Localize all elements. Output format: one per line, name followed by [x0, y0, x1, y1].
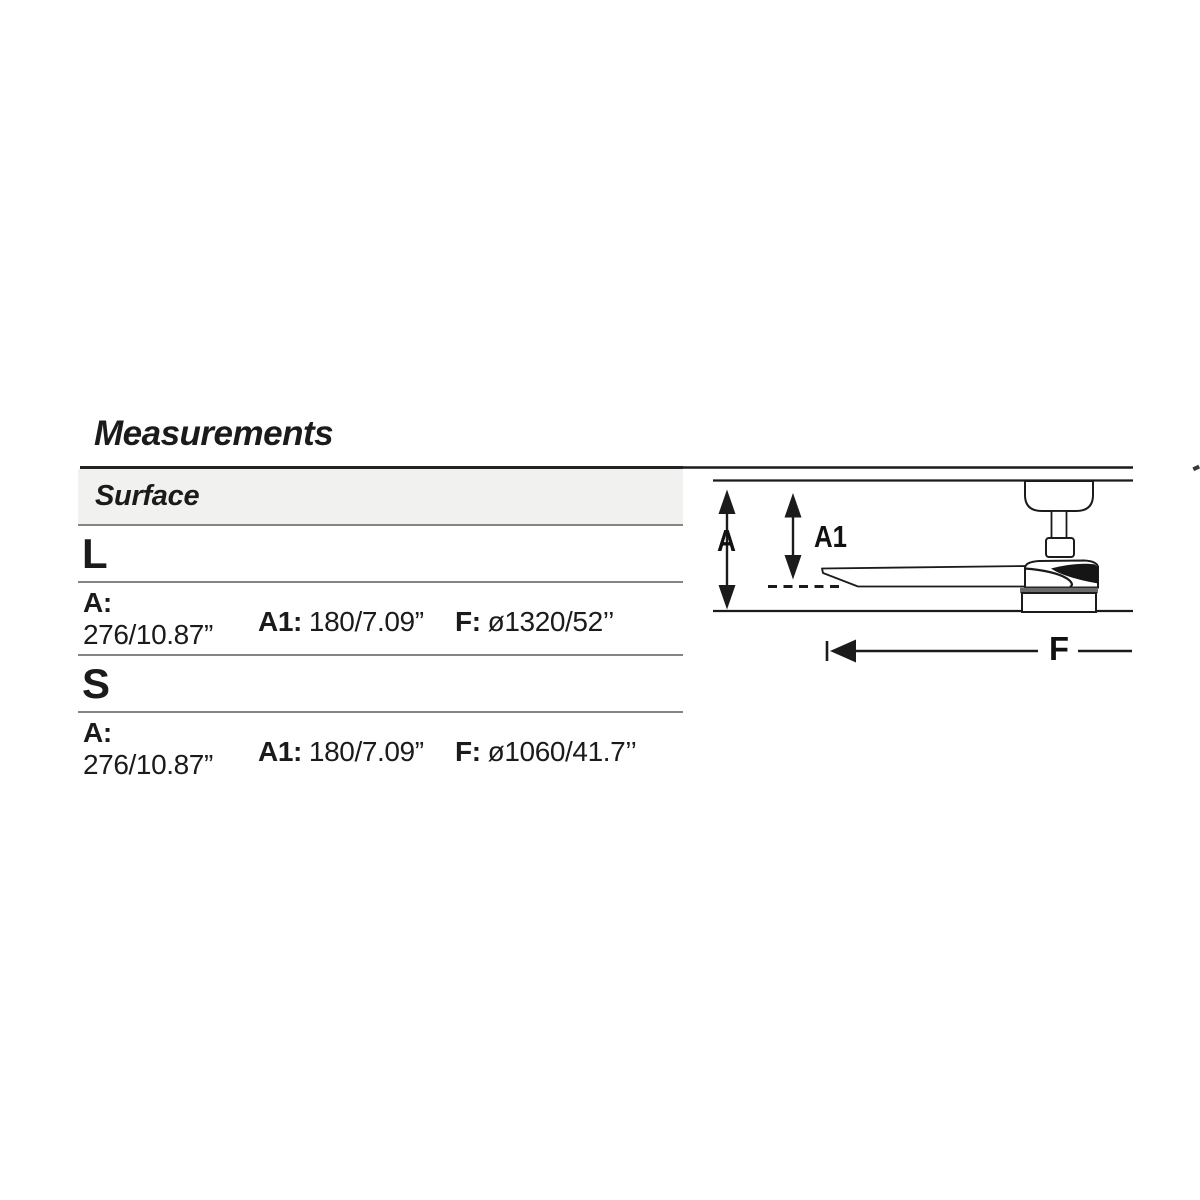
dimension-arrow-f	[827, 640, 1132, 663]
dimension-f-diagram-label: F	[1049, 630, 1069, 667]
arrow-a1-up-head-icon	[785, 493, 802, 518]
page-title: Measurements	[94, 414, 334, 453]
dimension-a-label: A:	[83, 586, 112, 618]
dimension-f-label: F:	[455, 605, 481, 637]
arrow-a-down-head-icon	[719, 585, 736, 610]
dimension-a1-label: A1:	[258, 735, 302, 767]
dimension-f-label: F:	[455, 735, 481, 767]
fan-blade	[822, 566, 1026, 587]
arrow-a-up-head-icon	[719, 490, 736, 515]
dimension-a1-diagram-label: A1	[814, 519, 847, 554]
dimension-a-label: A:	[83, 716, 112, 748]
dimension-a-value: 276/10.87”	[83, 618, 213, 650]
dimension-a-diagram-label: A	[717, 523, 736, 558]
size-label-l: L	[82, 529, 108, 577]
size-label-s: S	[82, 659, 111, 707]
dimension-arrow-a1	[785, 493, 802, 580]
dimension-a1-value: 180/7.09”	[308, 605, 424, 637]
light-kit-box	[1022, 593, 1096, 612]
arrow-f-left-head-icon	[830, 640, 856, 663]
edge-artifact	[1192, 465, 1200, 471]
dimension-f-value: ø1060/41.7’’	[487, 735, 637, 767]
mounting-canopy	[1025, 481, 1093, 511]
downrod-coupler	[1046, 538, 1074, 557]
table-header-label: Surface	[95, 480, 200, 512]
downrod	[1052, 511, 1067, 538]
dimension-a-value: 276/10.87”	[83, 748, 213, 780]
dimension-f-value: ø1320/52’’	[487, 605, 614, 637]
arrow-a1-down-head-icon	[785, 555, 802, 580]
dimension-a1-label: A1:	[258, 605, 302, 637]
dimension-a1-value: 180/7.09”	[308, 735, 424, 767]
